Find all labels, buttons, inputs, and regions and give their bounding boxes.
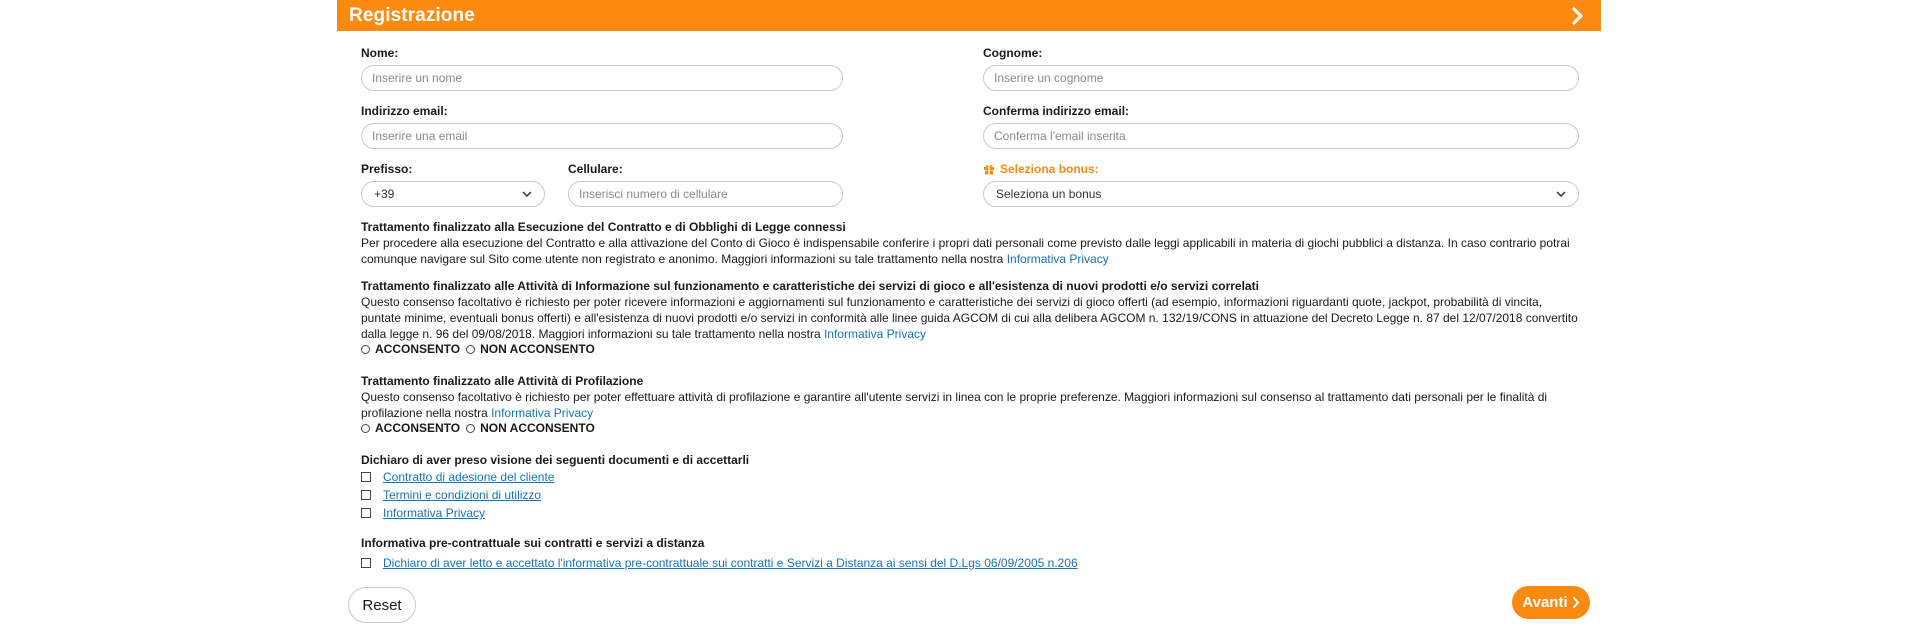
document-checkbox[interactable] xyxy=(361,508,371,518)
registration-panel xyxy=(337,0,1601,630)
gift-icon xyxy=(983,163,995,175)
document-link[interactable]: Contratto di adesione del cliente xyxy=(383,470,555,484)
document-link[interactable]: Informativa Privacy xyxy=(383,506,486,520)
consent-profilazione-radios xyxy=(361,421,595,435)
nome-input[interactable] xyxy=(361,65,843,91)
cellulare-input[interactable] xyxy=(568,181,843,207)
consent-contratto-heading: Trattamento finalizzato alla Esecuzione del Contratto e di Obblighi di Legge connessi xyxy=(361,220,846,234)
privacy-link[interactable]: Informativa Privacy xyxy=(1006,252,1109,266)
document-link[interactable]: Termini e condizioni di utilizzo xyxy=(383,488,542,502)
page-title: Registrazione xyxy=(349,4,475,26)
consent-informazione xyxy=(361,278,1581,342)
radio-decline[interactable] xyxy=(466,424,475,433)
document-checkbox[interactable] xyxy=(361,472,371,482)
precontract-link[interactable]: Dichiaro di aver letto e accettato l'informativa pre-contrattuale sui contratti e Servizi a Distanza ai sensi del D.Lgs 06/09/2005 n.206 xyxy=(383,556,1078,570)
radio-decline[interactable] xyxy=(466,345,475,354)
email-confirm-input[interactable] xyxy=(983,123,1579,149)
email-confirm-label: Conferma indirizzo email: xyxy=(983,104,1130,118)
email-label: Indirizzo email: xyxy=(361,104,448,118)
precontract-item xyxy=(361,556,1078,570)
radio-accept-label: ACCONSENTO xyxy=(375,342,461,356)
cellulare-label: Cellulare: xyxy=(568,162,623,176)
consent-contratto xyxy=(361,219,1581,267)
email-input[interactable] xyxy=(361,123,843,149)
consent-profilazione xyxy=(361,373,1581,421)
bonus-select[interactable] xyxy=(983,181,1579,207)
consent-contratto-text: Per procedere alla esecuzione del Contratto e alla attivazione del Conto di Gioco è indispensabile conferire i propri dati personali come previsto dalle leggi applicabili in materia di giochi pubblici a distanza. In caso contrario potrai comunque navigare sul Sito come utente non registrato e anonimo. Maggiori informazioni su tale trattamento nella nostra xyxy=(361,236,1570,266)
reset-button-label: Reset xyxy=(362,596,402,614)
document-item xyxy=(361,488,541,502)
document-item xyxy=(361,470,554,484)
documents-heading: Dichiaro di aver preso visione dei seguenti documenti e di accettarli xyxy=(361,453,750,467)
privacy-link[interactable]: Informativa Privacy xyxy=(823,327,926,341)
prefisso-value: +39 xyxy=(374,187,395,201)
prefisso-select[interactable] xyxy=(361,181,545,207)
consent-informazione-heading: Trattamento finalizzato alle Attività di Informazione sul funzionamento e caratteristiche dei servizi di gioco e all'esistenza di nuovi prodotti e/o servizi correlati xyxy=(361,279,1259,293)
prefisso-label: Prefisso: xyxy=(361,162,413,176)
radio-decline-label: NON ACCONSENTO xyxy=(480,421,595,435)
bonus-label xyxy=(983,162,1099,176)
registration-header xyxy=(337,0,1601,31)
bonus-value: Seleziona un bonus xyxy=(996,187,1102,201)
radio-accept[interactable] xyxy=(361,345,370,354)
precontract-checkbox[interactable] xyxy=(361,558,371,568)
document-checkbox[interactable] xyxy=(361,490,371,500)
nome-label: Nome: xyxy=(361,46,399,60)
document-item xyxy=(361,506,485,520)
privacy-link[interactable]: Informativa Privacy xyxy=(491,406,594,420)
reset-button[interactable] xyxy=(348,587,416,623)
next-button[interactable] xyxy=(1512,586,1590,619)
chevron-down-icon xyxy=(522,191,532,198)
cognome-input[interactable] xyxy=(983,65,1579,91)
chevron-right-icon xyxy=(1572,597,1580,608)
consent-profilazione-text: Questo consenso facoltativo è richiesto per poter effettuare attività di profilazione e garantire all'utente servizi in linea con le proprie preferenze. Maggiori informazioni sul consenso al trattamento dati personali per le finalità di profilazione nella nostra xyxy=(361,390,1548,420)
chevron-down-icon xyxy=(1556,191,1566,198)
precontract-heading: Informativa pre-contrattuale sui contratti e servizi a distanza xyxy=(361,536,705,550)
consent-profilazione-heading: Trattamento finalizzato alle Attività di Profilazione xyxy=(361,374,644,388)
radio-decline-label: NON ACCONSENTO xyxy=(480,342,595,356)
radio-accept-label: ACCONSENTO xyxy=(375,421,461,435)
chevron-right-icon[interactable] xyxy=(1567,5,1589,27)
cognome-label: Cognome: xyxy=(983,46,1043,60)
bonus-label-text: Seleziona bonus: xyxy=(1000,162,1099,176)
consent-informazione-text: Questo consenso facoltativo è richiesto per poter ricevere informazioni e aggiornamenti sul funzionamento e caratteristiche dei servizi di gioco offerti (ad esempio, informazioni riguardanti quote, jackpot, probabilità di vincita, puntate minime, eventuali bonus offerti) e all'esistenza di nuovi prodotti e/o servizi in conformità alle linee guida AGCOM di cui alla delibera AGCOM n. 132/19/CONS in attuazione del Decreto Legge n. 87 del 12/07/2018 convertito dalla legge n. 96 del 09/08/2018. Maggiori informazioni su tale trattamento nella nostra xyxy=(361,295,1578,341)
radio-accept[interactable] xyxy=(361,424,370,433)
consent-informazione-radios xyxy=(361,342,595,356)
next-button-label: Avanti xyxy=(1522,594,1568,611)
